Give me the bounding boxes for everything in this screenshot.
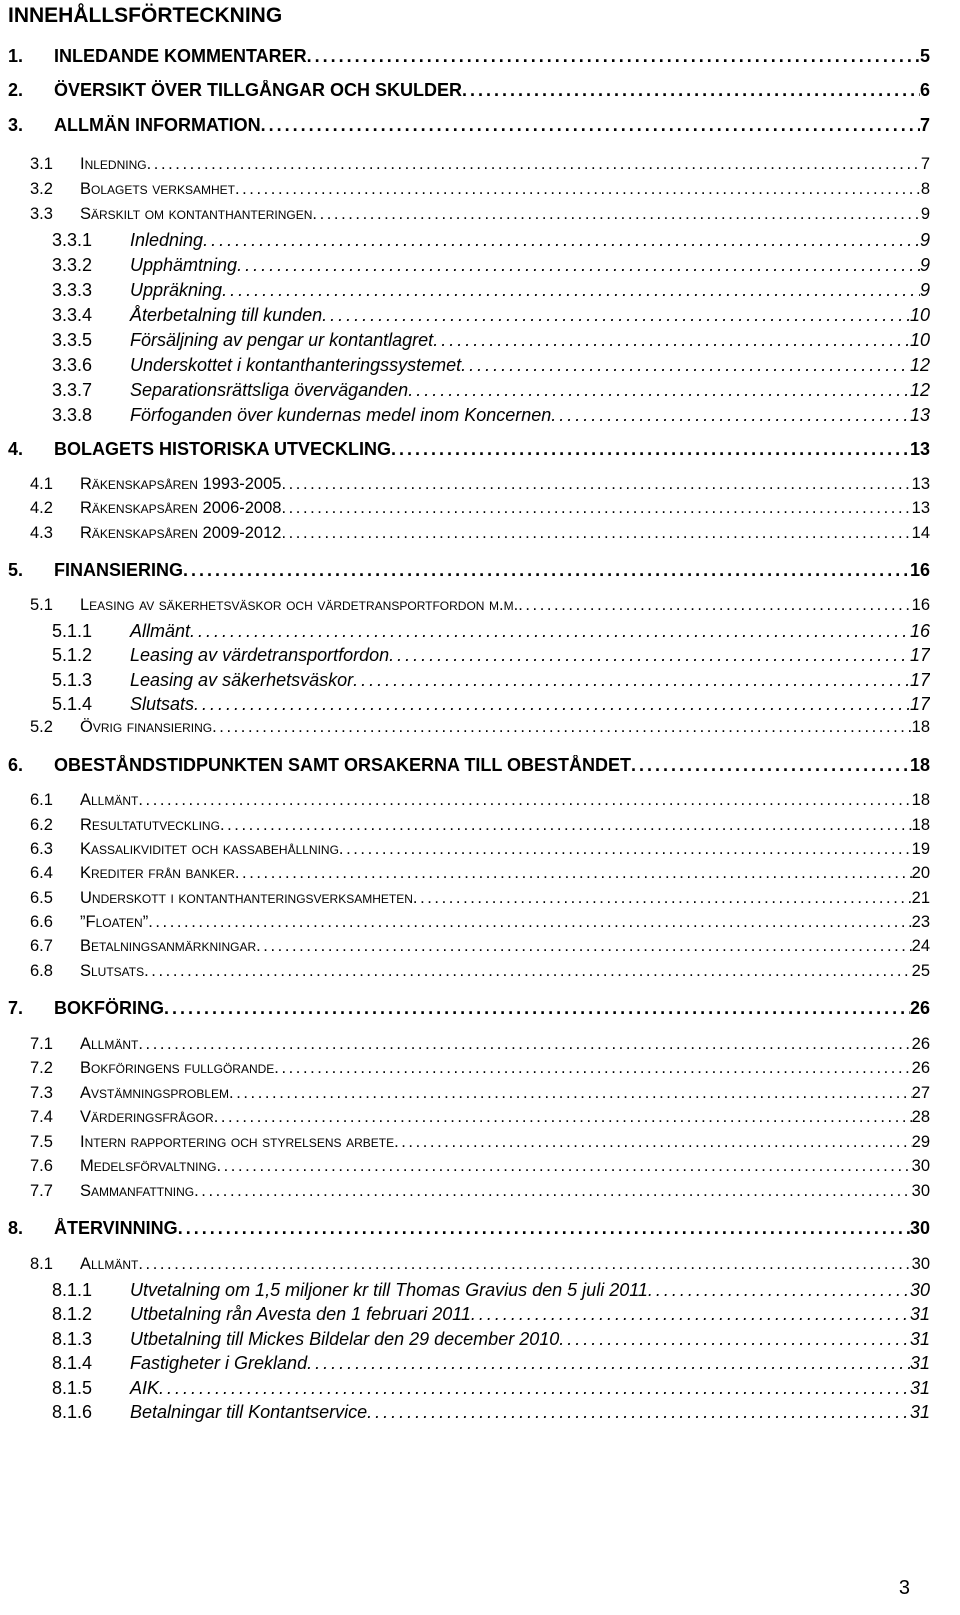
toc-entry-page: 19 <box>911 840 930 858</box>
dot-leader <box>164 998 910 1019</box>
toc-entry-title: Utvetalning om 1,5 miljoner kr till Thomas Gravius den 5 juli 2011 <box>130 1280 648 1300</box>
toc-entry-title: Kassalikviditet och kassabehållning <box>80 840 339 858</box>
toc-entry-title: ÖVERSIKT ÖVER TILLGÅNGAR OCH SKULDER <box>54 80 463 100</box>
toc-entry-page: 13 <box>911 499 930 517</box>
toc-entry-number: 4. <box>8 439 24 459</box>
toc-entry-number: 6. <box>8 755 24 775</box>
toc-entry-title: Upphämtning <box>130 255 238 275</box>
toc-entry-page: 12 <box>909 380 930 400</box>
toc-entry-number: 6.7 <box>30 937 53 955</box>
toc-entry-title: Inledning <box>130 230 204 250</box>
dot-leader <box>194 1182 912 1201</box>
toc-entry[interactable] <box>52 694 930 715</box>
toc-entry-page: 24 <box>911 937 930 955</box>
toc-entry[interactable] <box>8 755 930 776</box>
toc-entry[interactable] <box>30 718 930 737</box>
dot-leader <box>471 1304 910 1325</box>
toc-entry-number: 7. <box>8 998 24 1018</box>
toc-entry-title: Slutsats <box>80 962 145 980</box>
toc-entry-page: 30 <box>909 1218 930 1238</box>
dot-leader <box>307 46 920 67</box>
toc-entry[interactable] <box>30 1182 930 1201</box>
dot-leader <box>138 1255 911 1274</box>
toc-entry-number: 8.1.1 <box>52 1280 93 1300</box>
toc-entry-title: Allmänt <box>80 1035 139 1053</box>
toc-entry-number: 3.3.2 <box>52 255 93 275</box>
toc-entry-number: 3.1 <box>30 155 53 173</box>
toc-entry-number: 2. <box>8 80 24 100</box>
dot-leader <box>559 1329 910 1350</box>
toc-entry-page: 30 <box>911 1182 930 1200</box>
toc-entry[interactable] <box>30 889 930 908</box>
toc-entry-title: Förfoganden över kundernas medel inom Koncernen <box>130 405 552 425</box>
dot-leader <box>159 1378 910 1399</box>
toc-entry-title: Allmänt <box>80 791 139 809</box>
toc-entry-page: 16 <box>911 596 930 614</box>
toc-entry[interactable] <box>30 913 930 932</box>
toc-entry-page: 13 <box>909 439 930 459</box>
toc-entry-title: Bokföringens fullgörande <box>80 1059 275 1077</box>
toc-entry-number: 7.3 <box>30 1084 53 1102</box>
dot-leader <box>148 913 911 932</box>
toc-entry-number: 4.1 <box>30 475 53 493</box>
toc-entry-title: Räkenskapsåren 2006-2008 <box>80 499 282 517</box>
toc-entry-number: 5.1 <box>30 596 53 614</box>
dot-leader <box>138 1035 911 1054</box>
toc-entry-title: Separationsrättsliga överväganden <box>130 380 409 400</box>
toc-entry-page: 7 <box>920 155 930 173</box>
dot-leader <box>367 1402 910 1423</box>
toc-entry[interactable] <box>8 998 930 1019</box>
toc-entry-title: Allmänt <box>80 1255 139 1273</box>
toc-entry-page: 17 <box>909 694 930 714</box>
toc-entry-number: 5.1.4 <box>52 694 93 714</box>
dot-leader <box>220 816 912 835</box>
dot-leader <box>408 380 910 401</box>
toc-entry-title: ÅTERVINNING <box>54 1218 178 1238</box>
toc-entry[interactable] <box>30 1084 930 1103</box>
toc-entry-number: 8. <box>8 1218 24 1238</box>
toc-entry-number: 6.4 <box>30 864 53 882</box>
toc-entry-number: 3. <box>8 115 24 135</box>
toc-entry[interactable] <box>52 670 930 691</box>
toc-entry-number: 3.3 <box>30 205 53 223</box>
toc-entry[interactable] <box>52 1304 930 1325</box>
toc-entry[interactable] <box>52 1329 930 1350</box>
toc-entry[interactable] <box>30 791 930 810</box>
toc-entry-page: 28 <box>911 1108 930 1126</box>
toc-entry-title: OBESTÅNDSTIDPUNKTEN SAMT ORSAKERNA TILL OBESTÅNDET <box>54 755 632 775</box>
toc-entry[interactable] <box>52 255 930 276</box>
toc-entry[interactable] <box>30 962 930 981</box>
toc-entry-title: Medelsförvaltning <box>80 1157 217 1175</box>
dot-leader <box>144 962 912 981</box>
toc-entry-title: Särskilt om kontanthanteringen <box>80 205 313 223</box>
toc-entry-page: 7 <box>919 115 930 135</box>
toc-entry-page: 31 <box>909 1378 930 1398</box>
toc-entry-title: Utbetalning till Mickes Bildelar den 29 december 2010 <box>130 1329 560 1349</box>
toc-entry-title: Försäljning av pengar ur kontantlagret <box>130 330 434 350</box>
toc-entry-title: Krediter från banker <box>80 864 235 882</box>
toc-entry-title: Betalningar till Kontantservice <box>130 1402 368 1422</box>
toc-entry-page: 13 <box>909 405 930 425</box>
toc-entry[interactable] <box>52 280 930 301</box>
toc-entry-number: 8.1.5 <box>52 1378 93 1398</box>
toc-entry-page: 10 <box>909 330 930 350</box>
toc-entry[interactable] <box>30 840 930 859</box>
toc-entry[interactable] <box>52 1353 930 1374</box>
toc-entry-page: 30 <box>909 1280 930 1300</box>
toc-entry-title: Betalningsanmärkningar <box>80 937 257 955</box>
toc-entry[interactable] <box>30 1133 930 1152</box>
toc-entry-number: 3.3.5 <box>52 330 93 350</box>
toc-entry-page: 17 <box>909 645 930 665</box>
toc-entry[interactable] <box>52 1378 930 1399</box>
toc-entry[interactable] <box>52 1402 930 1423</box>
dot-leader <box>312 205 920 224</box>
toc-entry-page: 31 <box>909 1329 930 1349</box>
toc-entry-page: 30 <box>911 1255 930 1273</box>
dot-leader <box>274 1059 911 1078</box>
dot-leader <box>413 889 912 908</box>
toc-entry-page: 18 <box>911 718 930 736</box>
dot-leader <box>391 439 910 460</box>
toc-entry-title: Övrig finansiering <box>80 718 213 736</box>
toc-entry[interactable] <box>8 80 930 101</box>
toc-entry-page: 31 <box>909 1304 930 1324</box>
dot-leader <box>190 621 910 642</box>
toc-entry-number: 6.3 <box>30 840 53 858</box>
toc-entry[interactable] <box>52 355 930 376</box>
toc-entry-number: 7.4 <box>30 1108 53 1126</box>
dot-leader <box>339 840 912 859</box>
toc-entry-page: 21 <box>911 889 930 907</box>
dot-leader <box>138 791 911 810</box>
toc-entry[interactable] <box>8 560 930 581</box>
toc-entry-page: 8 <box>920 180 930 198</box>
dot-leader <box>222 280 920 301</box>
dot-leader <box>237 255 920 276</box>
toc-entry-page: 31 <box>909 1402 930 1422</box>
toc-entry-number: 3.3.1 <box>52 230 93 250</box>
toc-entry-title: Slutsats <box>130 694 195 714</box>
toc-entry[interactable] <box>52 405 930 426</box>
toc-entry-title: Underskott i kontanthanteringsverksamheten <box>80 889 413 907</box>
dot-leader <box>281 524 911 543</box>
toc-entry[interactable] <box>30 1059 930 1078</box>
toc-entry-title: BOKFÖRING <box>54 998 164 1018</box>
dot-leader <box>235 180 921 199</box>
toc-entry[interactable] <box>52 230 930 251</box>
toc-entry-number: 3.3.6 <box>52 355 93 375</box>
toc-entry-page: 13 <box>911 475 930 493</box>
toc-entry-title: Utbetalning rån Avesta den 1 februari 2011 <box>130 1304 471 1324</box>
toc-entry-title: Uppräkning <box>130 280 223 300</box>
toc-entry-page: 9 <box>919 255 930 275</box>
toc-entry-number: 7.2 <box>30 1059 53 1077</box>
toc-entry[interactable] <box>30 1108 930 1127</box>
dot-leader <box>307 1353 910 1374</box>
toc-entry[interactable] <box>52 305 930 326</box>
toc-entry-number: 4.2 <box>30 499 53 517</box>
toc-entry-page: 29 <box>911 1133 930 1151</box>
toc-entry-page: 5 <box>919 46 930 66</box>
toc-entry[interactable] <box>52 621 930 642</box>
toc-entry-page: 10 <box>909 305 930 325</box>
toc-entry-title: Allmänt <box>130 621 191 641</box>
toc-entry-number: 4.3 <box>30 524 53 542</box>
toc-entry-number: 5.2 <box>30 718 53 736</box>
dot-leader <box>322 305 910 326</box>
toc-entry[interactable] <box>30 499 930 518</box>
toc-entry-number: 7.5 <box>30 1133 53 1151</box>
dot-leader <box>194 694 910 715</box>
toc-entry-title: ALLMÄN INFORMATION <box>54 115 261 135</box>
dot-leader <box>462 80 920 101</box>
toc-entry-number: 5.1.3 <box>52 670 93 690</box>
toc-entry-page: 12 <box>909 355 930 375</box>
toc-entry-page: 9 <box>919 280 930 300</box>
toc-entry-page: 14 <box>911 524 930 542</box>
toc-entry[interactable] <box>8 46 930 67</box>
dot-leader <box>353 670 910 691</box>
dot-leader <box>235 864 912 883</box>
toc-entry-page: 26 <box>909 998 930 1018</box>
toc-entry[interactable] <box>30 524 930 543</box>
toc-entry[interactable] <box>30 205 930 224</box>
dot-leader <box>281 499 911 518</box>
toc-entry[interactable] <box>30 816 930 835</box>
toc-entry-number: 1. <box>8 46 24 66</box>
toc-entry-title: AIK <box>130 1378 160 1398</box>
toc-entry-number: 7.7 <box>30 1182 53 1200</box>
toc-entry[interactable] <box>30 596 930 615</box>
toc-entry-number: 7.1 <box>30 1035 53 1053</box>
dot-leader <box>551 405 910 426</box>
toc-entry-page: 6 <box>919 80 930 100</box>
toc-entry-page: 25 <box>911 962 930 980</box>
toc-entry-title: Sammanfattning <box>80 1182 195 1200</box>
toc-entry-number: 8.1.3 <box>52 1329 93 1349</box>
page-number: 3 <box>898 1577 910 1599</box>
toc-entry-title: Leasing av värdetransportfordon <box>130 645 390 665</box>
toc-entry[interactable] <box>30 1157 930 1176</box>
toc-entry[interactable] <box>52 380 930 401</box>
toc-entry-number: 3.3.4 <box>52 305 93 325</box>
toc-entry[interactable] <box>52 1280 930 1301</box>
toc-entry-title: Bolagets verksamhet <box>80 180 235 198</box>
toc-entry-page: 18 <box>909 755 930 775</box>
dot-leader <box>256 937 912 956</box>
toc-entry-title: Leasing av säkerhetsväskor och värdetransportfordon m.m. <box>80 596 519 614</box>
dot-leader <box>518 596 911 615</box>
toc-entry-title: INLEDANDE KOMMENTARER <box>54 46 307 66</box>
toc-entry-title: Underskottet i kontanthanteringssystemet <box>130 355 462 375</box>
toc-entry-number: 8.1.2 <box>52 1304 93 1324</box>
toc-entry-number: 7.6 <box>30 1157 53 1175</box>
toc-entry-number: 3.3.7 <box>52 380 93 400</box>
toc-entry-page: 26 <box>911 1035 930 1053</box>
dot-leader <box>389 645 910 666</box>
dot-leader <box>648 1280 910 1301</box>
toc-entry-title: Räkenskapsåren 1993-2005 <box>80 475 282 493</box>
toc-entry-title: Fastigheter i Grekland <box>130 1353 308 1373</box>
dot-leader <box>631 755 910 776</box>
page-title: INNEHÅLLSFÖRTECKNING <box>8 4 283 27</box>
toc-entry-number: 8.1.4 <box>52 1353 93 1373</box>
toc-entry-number: 5. <box>8 560 24 580</box>
toc-entry-page: 9 <box>920 205 930 223</box>
toc-entry-number: 3.3.3 <box>52 280 93 300</box>
dot-leader <box>203 230 920 251</box>
toc-entry-page: 17 <box>909 670 930 690</box>
dot-leader <box>214 1108 912 1127</box>
toc-entry[interactable] <box>8 115 930 136</box>
toc-entry-title: Räkenskapsåren 2009-2012 <box>80 524 282 542</box>
toc-entry[interactable] <box>52 330 930 351</box>
dot-leader <box>216 1157 911 1176</box>
toc-entry-page: 9 <box>919 230 930 250</box>
toc-entry-page: 31 <box>909 1353 930 1373</box>
toc-entry-title: Avstämningsproblem <box>80 1084 230 1102</box>
toc-entry-number: 5.1.1 <box>52 621 93 641</box>
dot-leader <box>394 1133 912 1152</box>
toc-entry-page: 18 <box>911 816 930 834</box>
toc-entry-page: 20 <box>911 864 930 882</box>
toc-entry-title: Intern rapportering och styrelsens arbete <box>80 1133 395 1151</box>
toc-entry[interactable] <box>30 937 930 956</box>
toc-entry-title: ”Floaten” <box>80 913 149 931</box>
toc-entry[interactable] <box>30 1255 930 1274</box>
toc-entry[interactable] <box>30 864 930 883</box>
toc-entry-number: 3.3.8 <box>52 405 93 425</box>
dot-leader <box>183 560 910 581</box>
dot-leader <box>212 718 912 737</box>
toc-entry-title: BOLAGETS HISTORISKA UTVECKLING <box>54 439 392 459</box>
dot-leader <box>461 355 910 376</box>
toc-entry-page: 18 <box>911 791 930 809</box>
toc-entry-number: 8.1 <box>30 1255 53 1273</box>
dot-leader <box>433 330 910 351</box>
toc-entry-number: 6.1 <box>30 791 53 809</box>
toc-entry-page: 16 <box>909 560 930 580</box>
toc-entry-number: 6.8 <box>30 962 53 980</box>
toc-entry-title: Värderingsfrågor <box>80 1108 214 1126</box>
toc-entry[interactable] <box>30 475 930 494</box>
dot-leader <box>147 155 921 174</box>
toc-entry[interactable] <box>30 180 930 199</box>
dot-leader <box>229 1084 912 1103</box>
toc-entry-number: 6.2 <box>30 816 53 834</box>
toc-entry-page: 30 <box>911 1157 930 1175</box>
toc-entry-page: 23 <box>911 913 930 931</box>
dot-leader <box>281 475 911 494</box>
toc-entry-number: 6.6 <box>30 913 53 931</box>
toc-entry[interactable] <box>30 1035 930 1054</box>
toc-entry[interactable] <box>52 645 930 666</box>
toc-entry-page: 27 <box>911 1084 930 1102</box>
toc-entry-title: Återbetalning till kunden <box>130 305 323 325</box>
toc-entry-title: Leasing av säkerhetsväskor <box>130 670 354 690</box>
toc-entry-number: 5.1.2 <box>52 645 93 665</box>
toc-entry-title: Resultatutveckling <box>80 816 220 834</box>
dot-leader <box>261 115 920 136</box>
toc-entry[interactable] <box>30 155 930 174</box>
toc-entry[interactable] <box>8 1218 930 1239</box>
toc-entry-number: 8.1.6 <box>52 1402 93 1422</box>
toc-entry-title: Inledning <box>80 155 147 173</box>
toc-entry-number: 3.2 <box>30 180 53 198</box>
toc-entry-page: 26 <box>911 1059 930 1077</box>
toc-entry[interactable] <box>8 439 930 460</box>
toc-entry-number: 6.5 <box>30 889 53 907</box>
dot-leader <box>178 1218 910 1239</box>
toc-entry-page: 16 <box>909 621 930 641</box>
toc-entry-title: FINANSIERING <box>54 560 184 580</box>
